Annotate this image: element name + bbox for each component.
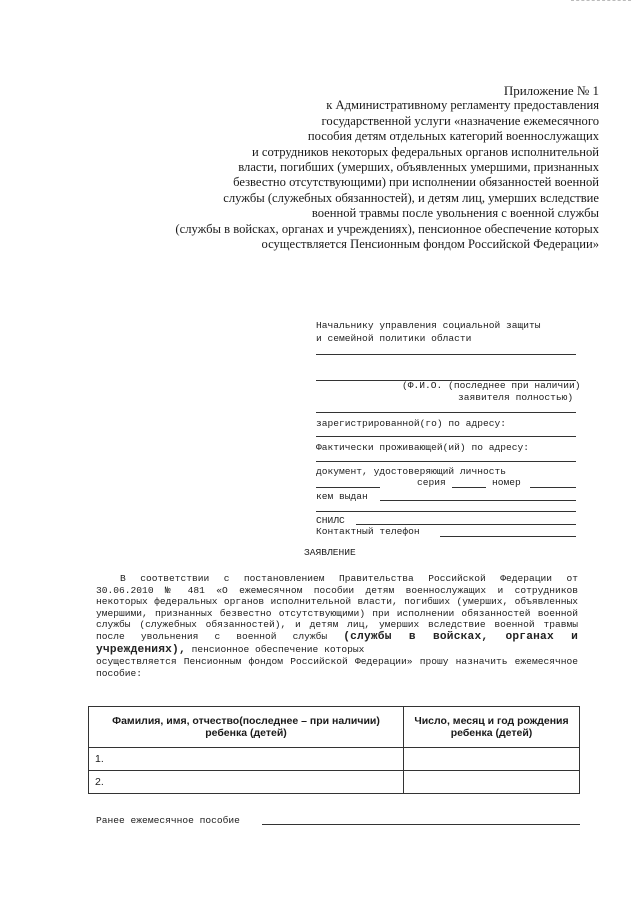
appendix-line: безвестно отсутствующими) при исполнении обязанностей военной [233,175,599,190]
appendix-line: и сотрудников некоторых федеральных органов исполнительной [251,144,599,159]
issued-by-blank-line-2[interactable] [316,511,576,512]
appendix-line: к Административному регламенту предоставления [326,98,599,113]
registered-address-blank-line[interactable] [316,436,576,437]
table-row [89,748,580,771]
fio-caption-line-1: (Ф.И.О. (последнее при наличии) [402,380,581,391]
appendix-header [119,83,599,252]
actual-address-blank-line[interactable] [316,461,576,462]
scan-edge-mark [571,0,631,3]
statement-text-bold: (службы в войсках, органах и учреждениях), [96,630,578,656]
fio-caption-line-2: заявителя полностью) [458,392,574,403]
issued-by-label: кем выдан [316,491,368,502]
number-blank-line[interactable] [530,487,576,488]
phone-blank-line[interactable] [440,536,576,537]
series-label: серия [417,477,446,488]
appendix-line: военной травмы после увольнения с военной службы [311,206,599,221]
table-cell-birth-date[interactable] [404,748,580,771]
statement-text-part-3: осуществляется Пенсионным фондом Российской Федерации» прошу назначить ежемесячное пособие: [96,656,578,679]
table-cell-child-name[interactable]: 2. [89,771,404,794]
addressee-line-1: Начальнику управления социальной защиты [316,320,541,331]
statement-paragraph [96,573,578,679]
issued-by-blank-line[interactable] [380,500,576,501]
column-header-birth-date: Число, месяц и год рождения ребенка (детей) [404,707,580,748]
snils-blank-line[interactable] [356,524,576,525]
table-row [89,771,580,794]
column-header-child-name: Фамилия, имя, отчество(последнее – при наличии) ребенка (детей) [89,707,404,748]
appendix-title: Приложение № 1 [503,83,599,98]
series-blank-line[interactable] [452,487,486,488]
statement-title: ЗАЯВЛЕНИЕ [304,547,356,558]
snils-label: СНИЛС [316,515,345,526]
appendix-line: государственной услуги «назначение ежемесячного [321,113,599,128]
appendix-line: (службы в войсках, органах и учреждениях), пенсионное обеспечение которых [175,221,599,236]
registered-address-label: зарегистрированной(го) по адресу: [316,418,506,429]
id-document-label: документ, удостоверяющий личность [316,466,506,477]
table-cell-child-name[interactable]: 1. [89,748,404,771]
addressee-blank-line[interactable] [316,354,576,355]
statement-text-part-1: В соответствии с постановлением Правительства Российской Федерации от 30.06.2010 № 481 «О ежемесячном пособии детям военнослужащих и сотрудников некоторых федеральных органов исполнительной власти, погибших (умерших, объявленных умершими, признанных безвестно отсутствующими) при исполнении обязанностей военной службы (служебных обязанностей), и детям лиц, умерших вследствие военной травмы после увольнения с военной службы [96,573,578,642]
phone-label: Контактный телефон [316,526,420,537]
previous-allowance-label: Ранее ежемесячное пособие [96,815,240,826]
statement-text-part-2: пенсионное обеспечение которых [191,643,365,655]
table-cell-birth-date[interactable] [404,771,580,794]
children-table [88,706,580,794]
table-header-row [89,707,580,748]
appendix-line: власти, погибших (умерших, объявленных умершими, признанных [238,160,599,175]
id-document-blank-line[interactable] [316,487,380,488]
actual-address-label: Фактически проживающей(ий) по адресу: [316,442,530,453]
number-label: номер [492,477,521,488]
applicant-name-blank-line-2[interactable] [316,412,576,413]
addressee-line-2: и семейной политики области [316,333,472,344]
previous-allowance-blank-line[interactable] [262,824,580,825]
appendix-line: службы (служебных обязанностей), и детям лиц, умерших вследствие [223,190,599,205]
appendix-line: осуществляется Пенсионным фондом Российской Федерации» [261,237,599,252]
appendix-line: пособия детям отдельных категорий военнослужащих [307,129,599,144]
